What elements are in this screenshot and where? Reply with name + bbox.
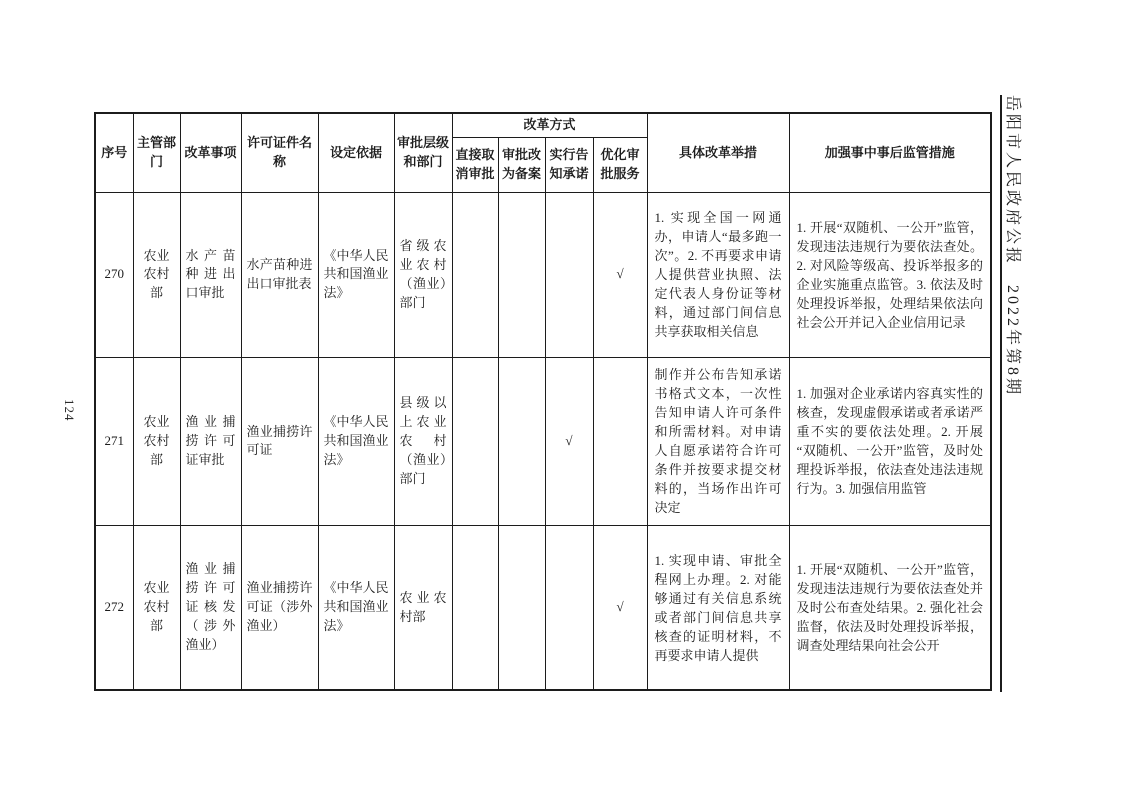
gazette-running-head: 岳阳市人民政府公报 2022年第8期 <box>1004 95 1021 398</box>
header-approval-level: 审批层级和部门 <box>394 113 452 192</box>
header-mode-commitment: 实行告知承诺 <box>545 137 593 192</box>
header-license-name: 许可证件名称 <box>241 113 318 192</box>
table-row-271 <box>95 357 991 525</box>
cell-setting-basis: 《中华人民共和国渔业法》 <box>318 357 394 525</box>
header-mode-cancel: 直接取消审批 <box>452 137 498 192</box>
approval-table-container <box>94 112 992 691</box>
header-mode-optimize: 优化审批服务 <box>593 137 647 192</box>
cell-supervision-measures: 1. 开展“双随机、一公开”监管，发现违法违规行为要依法查处。2. 对风险等级高、投诉举报多的企业实施重点监管。3. 依法及时处理投诉举报，处理结果依法向社会公开并记入企业信用记录 <box>789 192 991 357</box>
cell-mode-optimize-checkmark: √ <box>593 525 647 690</box>
header-reform-mode-group: 改革方式 <box>452 113 647 137</box>
header-supervision-measures: 加强事中事后监管措施 <box>789 113 991 192</box>
cell-setting-basis: 《中华人民共和国渔业法》 <box>318 192 394 357</box>
cell-serial-no: 272 <box>95 525 133 690</box>
approval-reform-table <box>94 112 992 691</box>
header-dept: 主管部门 <box>133 113 180 192</box>
cell-mode-filing <box>498 525 545 690</box>
margin-divider-rule <box>1000 95 1002 692</box>
header-serial-no: 序号 <box>95 113 133 192</box>
cell-reform-item: 渔业捕捞许可证审批 <box>180 357 241 525</box>
cell-supervision-measures: 1. 开展“双随机、一公开”监管，发现违法违规行为要依法查处并及时公布查处结果。2. 强化社会监督，依法及时处理投诉举报，调查处理结果向社会公开 <box>789 525 991 690</box>
cell-mode-cancel <box>452 357 498 525</box>
table-row-272 <box>95 525 991 690</box>
table-body <box>95 192 991 690</box>
cell-specific-measures: 制作并公布告知承诺书格式文本，一次性告知申请人许可条件和所需材料。对申请人自愿承诺符合许可条件并按要求提交材料的，当场作出许可决定 <box>647 357 789 525</box>
cell-approval-level: 省级农业农村（渔业）部门 <box>394 192 452 357</box>
cell-serial-no: 270 <box>95 192 133 357</box>
header-specific-measures: 具体改革举措 <box>647 113 789 192</box>
cell-specific-measures: 1. 实现申请、审批全程网上办理。2. 对能够通过有关信息系统或者部门间信息共享核查的证明材料，不再要求申请人提供 <box>647 525 789 690</box>
cell-reform-item: 水产苗种进出口审批 <box>180 192 241 357</box>
header-row-group <box>95 113 991 137</box>
cell-supervision-measures: 1. 加强对企业承诺内容真实性的核查，发现虚假承诺或者承诺严重不实的要依法处理。2. 开展“双随机、一公开”监管，及时处理投诉举报，依法查处违法违规行为。3. 加强信用监管 <box>789 357 991 525</box>
page-number: 124 <box>62 399 77 422</box>
cell-specific-measures: 1. 实现全国一网通办，申请人“最多跑一次”。2. 不再要求申请人提供营业执照、法定代表人身份证等材料，通过部门间信息共享获取相关信息 <box>647 192 789 357</box>
table-header <box>95 113 991 192</box>
cell-mode-commitment <box>545 192 593 357</box>
table-row-270 <box>95 192 991 357</box>
header-setting-basis: 设定依据 <box>318 113 394 192</box>
cell-mode-filing <box>498 192 545 357</box>
cell-mode-commitment <box>545 525 593 690</box>
cell-mode-optimize <box>593 357 647 525</box>
cell-serial-no: 271 <box>95 357 133 525</box>
header-mode-filing: 审批改为备案 <box>498 137 545 192</box>
cell-mode-cancel <box>452 192 498 357</box>
cell-approval-level: 县级以上农业农村（渔业）部门 <box>394 357 452 525</box>
cell-dept: 农业农村部 <box>133 525 180 690</box>
cell-reform-item: 渔业捕捞许可证核发（涉外渔业） <box>180 525 241 690</box>
cell-mode-filing <box>498 357 545 525</box>
cell-dept: 农业农村部 <box>133 192 180 357</box>
cell-mode-commitment-checkmark: √ <box>545 357 593 525</box>
cell-mode-cancel <box>452 525 498 690</box>
cell-license-name: 渔业捕捞许可证（涉外渔业） <box>241 525 318 690</box>
header-reform-item: 改革事项 <box>180 113 241 192</box>
cell-setting-basis: 《中华人民共和国渔业法》 <box>318 525 394 690</box>
cell-mode-optimize-checkmark: √ <box>593 192 647 357</box>
cell-dept: 农业农村部 <box>133 357 180 525</box>
cell-license-name: 水产苗种进出口审批表 <box>241 192 318 357</box>
cell-approval-level: 农业农村部 <box>394 525 452 690</box>
cell-license-name: 渔业捕捞许可证 <box>241 357 318 525</box>
